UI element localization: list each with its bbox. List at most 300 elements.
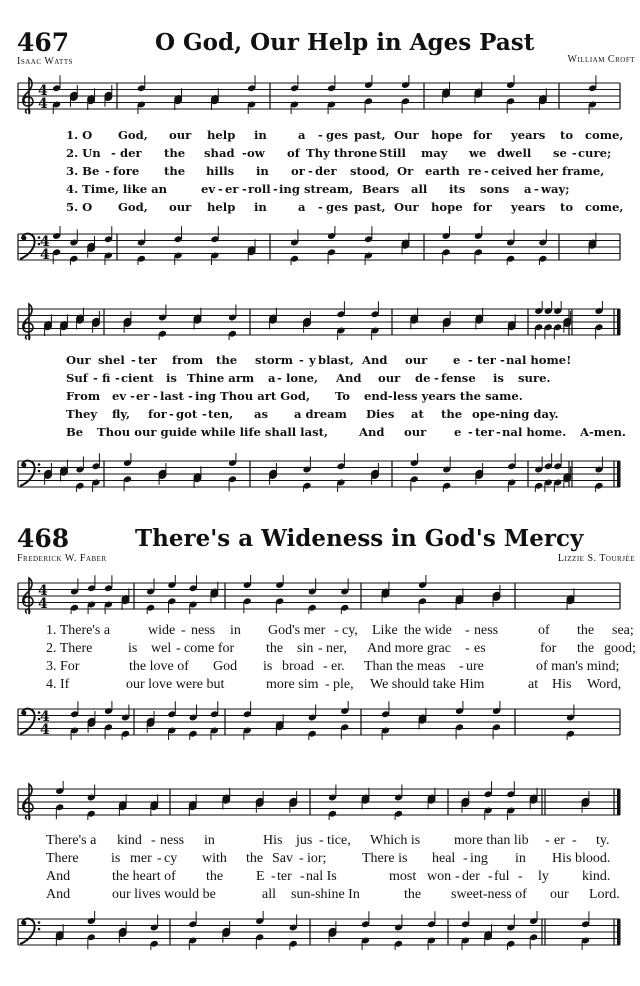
staff-svg xyxy=(0,781,640,821)
lyric-syllable: our xyxy=(404,425,427,439)
lyric-syllable: - xyxy=(500,353,505,367)
lyric-syllable: ner, xyxy=(326,641,347,656)
lyric-syllable: - xyxy=(188,389,193,403)
lyric-syllable: - xyxy=(319,833,324,848)
lyric-syllable: They xyxy=(66,407,98,421)
lyric-syllable: ior; xyxy=(307,851,327,866)
bass-clef-icon xyxy=(22,711,27,716)
hymn-title: There's a Wideness in God's Mercy xyxy=(135,525,584,552)
lyric-syllable: der xyxy=(120,146,142,160)
time-signature: 4 xyxy=(38,583,48,599)
lyric-syllable: - xyxy=(488,869,493,884)
lyric-syllable: E xyxy=(256,869,265,884)
verse-line xyxy=(0,352,640,369)
lyric-syllable: in xyxy=(204,833,215,848)
lyric-syllable: the xyxy=(206,869,224,884)
lyric-syllable: sun-shine In xyxy=(291,887,360,902)
verse-line xyxy=(0,658,640,675)
lyric-syllable: hills xyxy=(206,164,235,178)
lyric-syllable: of man's mind; xyxy=(536,659,620,674)
time-signature: 4 xyxy=(40,247,50,263)
lyric-syllable: all xyxy=(411,182,428,196)
lyric-syllable: There is xyxy=(362,851,408,866)
lyric-syllable: ple, xyxy=(333,677,354,692)
lyric-syllable: - xyxy=(271,869,276,884)
lyric-syllable: mer xyxy=(130,851,152,866)
lyric-syllable: ten, xyxy=(208,407,234,421)
lyric-syllable: wide xyxy=(148,623,176,638)
lyric-syllable: - xyxy=(518,869,523,884)
lyric-syllable: - xyxy=(105,164,110,178)
lyric-syllable: - xyxy=(468,353,473,367)
final-barline xyxy=(617,919,621,945)
lyric-syllable: ter xyxy=(475,425,494,439)
lyric-syllable: good; xyxy=(604,641,636,656)
lyric-syllable: for xyxy=(473,200,492,214)
lyric-syllable: come for xyxy=(184,641,235,656)
hymn-number: 467 xyxy=(17,28,70,57)
lyric-syllable: as xyxy=(254,407,269,421)
lyric-syllable: is xyxy=(493,371,504,385)
lyric-syllable: at xyxy=(411,407,424,421)
time-signature: 4 xyxy=(38,83,48,99)
lyric-syllable: - xyxy=(323,659,328,674)
lyric-syllable: - xyxy=(465,641,470,656)
lyric-syllable: Thou our guide while life shall last, xyxy=(97,425,329,439)
lyric-syllable: ing stream, xyxy=(279,182,354,196)
lyric-syllable: ly xyxy=(538,869,549,884)
lyric-syllable: of xyxy=(287,146,300,160)
verse-line xyxy=(0,868,640,885)
lyric-syllable: a xyxy=(268,371,276,385)
lyric-syllable: to xyxy=(560,128,574,142)
lyric-syllable: cient xyxy=(121,371,154,385)
lyric-syllable: - xyxy=(300,869,305,884)
lyric-syllable: - xyxy=(465,623,470,638)
lyric-syllable: Still xyxy=(379,146,406,160)
lyric-syllable: - xyxy=(308,164,313,178)
lyric-syllable: er xyxy=(136,389,150,403)
final-barline xyxy=(617,461,621,487)
lyric-syllable: - xyxy=(277,371,282,385)
lyric-syllable: the xyxy=(164,146,186,160)
lyric-syllable: 4. Time, like an xyxy=(66,182,168,196)
lyric-syllable: - xyxy=(153,389,158,403)
bass-clef-icon xyxy=(22,921,27,926)
lyric-syllable: roll xyxy=(248,182,271,196)
lyric-syllable: - xyxy=(157,851,162,866)
lyric-syllable: We should take Him xyxy=(370,677,485,692)
lyric-syllable: our xyxy=(378,371,401,385)
lyric-syllable: Which is xyxy=(370,833,421,848)
lyric-syllable: tice, xyxy=(327,833,351,848)
verse-line xyxy=(0,886,640,903)
verse-line xyxy=(0,832,640,849)
lyric-syllable: all xyxy=(262,887,276,902)
lyric-syllable: the love of xyxy=(129,659,189,674)
lyric-syllable: Than the meas xyxy=(364,659,446,674)
lyric-syllable: come, xyxy=(585,128,624,142)
lyric-syllable: God's mer xyxy=(268,623,326,638)
lyric-syllable: may xyxy=(421,146,448,160)
lyric-syllable: Sav xyxy=(272,851,293,866)
staff-svg xyxy=(0,75,640,115)
lyric-syllable: hope xyxy=(431,200,463,214)
lyric-syllable: fi xyxy=(102,371,111,385)
lyric-syllable: fore xyxy=(113,164,140,178)
lyric-syllable: ness xyxy=(160,833,185,848)
lyric-syllable: the wide xyxy=(404,623,452,638)
lyric-syllable: der xyxy=(315,164,337,178)
lyric-syllable: its xyxy=(449,182,466,196)
lyric-syllable: storm xyxy=(255,353,293,367)
lyric-syllable: Or xyxy=(397,164,414,178)
lyric-syllable: - xyxy=(131,353,136,367)
lyric-syllable: There xyxy=(46,851,79,866)
lyric-syllable: - xyxy=(273,182,278,196)
lyric-syllable: - xyxy=(318,200,323,214)
lyric-syllable: our love were but xyxy=(126,677,225,692)
lyric-syllable: the xyxy=(266,641,284,656)
lyric-syllable: - xyxy=(455,869,460,884)
lyric-syllable: wel xyxy=(151,641,172,656)
lyric-syllable: blast, xyxy=(318,353,354,367)
lyric-syllable: And xyxy=(362,353,388,367)
lyric-syllable: at xyxy=(528,677,539,692)
verse-line xyxy=(0,163,640,180)
verse-line xyxy=(0,406,640,423)
lyric-syllable: sweet-ness of xyxy=(451,887,527,902)
hymn-number: 468 xyxy=(17,524,70,553)
lyric-syllable: Suf xyxy=(66,371,88,385)
lyric-syllable: Dies xyxy=(366,407,395,421)
lyric-syllable: to xyxy=(560,200,574,214)
lyric-syllable: God, xyxy=(118,128,148,142)
lyric-syllable: - xyxy=(93,371,98,385)
lyric-syllable: stood, xyxy=(350,164,390,178)
staff-svg xyxy=(0,301,640,341)
lyric-syllable: with xyxy=(202,851,227,866)
lyric-syllable: - xyxy=(572,146,577,160)
verse-line xyxy=(0,199,640,216)
lyric-syllable: re xyxy=(468,164,482,178)
lyric-syllable: - xyxy=(299,353,304,367)
time-signature: 4 xyxy=(40,709,50,725)
lyric-syllable: nal home. xyxy=(502,425,567,439)
lyric-syllable: ter xyxy=(477,353,496,367)
lyric-syllable: help xyxy=(207,128,236,142)
lyric-syllable: help xyxy=(207,200,236,214)
lyric-syllable: the xyxy=(577,641,595,656)
time-signature: 4 xyxy=(38,596,48,612)
lyric-syllable: - xyxy=(202,407,207,421)
lyric-syllable: from xyxy=(172,353,204,367)
clef-dot xyxy=(38,921,41,924)
lyric-syllable: - xyxy=(463,851,468,866)
lyric-syllable: Our xyxy=(394,128,419,142)
lyric-syllable: for xyxy=(148,407,167,421)
lyric-syllable: is xyxy=(128,641,138,656)
final-barline xyxy=(617,309,621,335)
lyric-syllable: Our xyxy=(66,353,91,367)
lyric-syllable: is xyxy=(263,659,273,674)
lyric-syllable: 3. Be xyxy=(66,164,100,178)
lyric-syllable: e xyxy=(454,425,462,439)
lyric-syllable: - xyxy=(242,182,247,196)
lyric-syllable: our xyxy=(405,353,428,367)
lyric-syllable: nal Is xyxy=(306,869,337,884)
verse-line xyxy=(0,145,640,162)
clef-dot xyxy=(38,470,41,473)
lyric-syllable: ness xyxy=(474,623,499,638)
lyric-syllable: ceived her frame, xyxy=(491,164,605,178)
lyric-syllable: or xyxy=(291,164,305,178)
lyric-syllable: we xyxy=(469,146,487,160)
lyric-syllable: ev xyxy=(112,389,127,403)
lyric-syllable: 1. There's a xyxy=(46,623,111,638)
lyric-syllable: - xyxy=(325,677,330,692)
lyric-syllable: Like xyxy=(372,623,398,638)
lyric-syllable: years xyxy=(511,128,546,142)
lyric-syllable: sure. xyxy=(518,371,551,385)
lyric-syllable: the xyxy=(216,353,238,367)
lyric-syllable: - xyxy=(169,407,174,421)
lyric-syllable: won xyxy=(427,869,452,884)
lyric-syllable: y xyxy=(309,353,316,367)
lyric-syllable: more than lib xyxy=(454,833,529,848)
bass-clef-icon xyxy=(22,236,27,241)
time-signature: 4 xyxy=(40,234,50,250)
lyric-syllable: - xyxy=(334,623,339,638)
staff-svg xyxy=(0,226,640,266)
verse-line xyxy=(0,370,640,387)
lyric-syllable: for xyxy=(473,128,492,142)
staff-svg xyxy=(0,911,640,951)
lyric-syllable: ges xyxy=(326,128,349,142)
lyric-syllable: There's a xyxy=(46,833,97,848)
lyric-syllable: ev xyxy=(201,182,216,196)
lyric-syllable: - xyxy=(151,833,156,848)
lyric-syllable: 5. O xyxy=(66,200,93,214)
verse-line xyxy=(0,850,640,867)
staff-468-2-treble xyxy=(0,781,640,821)
lyric-syllable: And xyxy=(46,887,71,902)
lyric-syllable: de xyxy=(415,371,431,385)
staff-svg xyxy=(0,453,640,493)
lyric-syllable: ure xyxy=(466,659,484,674)
lyric-syllable: - xyxy=(181,623,186,638)
lyric-syllable: the xyxy=(577,623,595,638)
verse-line xyxy=(0,181,640,198)
staff-467-2-bass xyxy=(0,453,640,493)
lyric-syllable: in xyxy=(256,164,269,178)
lyric-syllable: - xyxy=(484,164,489,178)
lyric-syllable: the xyxy=(164,164,186,178)
final-barline xyxy=(617,789,621,815)
lyric-syllable: Be xyxy=(66,425,84,439)
lyric-syllable: - xyxy=(434,371,439,385)
lyric-syllable: hope xyxy=(431,128,463,142)
lyric-syllable: last xyxy=(160,389,184,403)
lyric-syllable: - xyxy=(176,641,181,656)
lyric-syllable: er xyxy=(225,182,239,196)
lyric-syllable: earth xyxy=(425,164,460,178)
verse-line xyxy=(0,388,640,405)
lyric-syllable: come, xyxy=(585,200,624,214)
lyric-syllable: shad xyxy=(204,146,235,160)
lyric-syllable: in xyxy=(254,200,267,214)
lyric-syllable: His xyxy=(263,833,283,848)
lyric-syllable: a xyxy=(298,200,306,214)
lyric-syllable: Bears xyxy=(362,182,400,196)
lyric-syllable: His blood. xyxy=(552,851,611,866)
lyric-syllable: ing xyxy=(470,851,488,866)
clef-dot xyxy=(38,928,41,931)
lyric-syllable: a dream xyxy=(294,407,347,421)
lyric-syllable: ing Thou art God, xyxy=(195,389,311,403)
lyric-syllable: our xyxy=(169,200,192,214)
lyric-syllable: God xyxy=(213,659,238,674)
lyric-syllable: sons xyxy=(480,182,510,196)
lyric-syllable: kind xyxy=(117,833,142,848)
lyric-syllable: ful xyxy=(494,869,510,884)
lyric-syllable: the xyxy=(246,851,264,866)
lyric-syllable: - xyxy=(545,833,550,848)
lyric-syllable: - xyxy=(218,182,223,196)
verse-line xyxy=(0,424,640,441)
lyric-syllable: - xyxy=(572,833,577,848)
lyric-syllable: sea; xyxy=(612,623,634,638)
lyric-syllable: fly, xyxy=(112,407,131,421)
lyric-syllable: most xyxy=(389,869,417,884)
lyric-syllable: lone, xyxy=(286,371,318,385)
lyric-syllable: e xyxy=(453,353,461,367)
clef-dot xyxy=(38,463,41,466)
verse-line xyxy=(0,640,640,657)
lyric-syllable: in xyxy=(515,851,526,866)
lyric-syllable: cure; xyxy=(578,146,612,160)
lyric-syllable: Thy throne xyxy=(306,146,378,160)
verse-line xyxy=(0,622,640,639)
staff-468-1-treble xyxy=(0,575,640,615)
hymn-composer: William Croft xyxy=(567,54,635,65)
lyric-syllable: 2. Un xyxy=(66,146,101,160)
lyric-syllable: Thine arm xyxy=(187,371,255,385)
bass-clef-icon xyxy=(22,463,27,468)
lyric-syllable: - xyxy=(318,641,323,656)
lyric-syllable: 2. There xyxy=(46,641,93,656)
time-signature: 4 xyxy=(38,96,48,112)
lyric-syllable: a xyxy=(524,182,532,196)
staff-468-2-bass xyxy=(0,911,640,951)
staff-svg xyxy=(0,575,640,615)
lyric-syllable: more sim xyxy=(266,677,319,692)
lyric-syllable: - xyxy=(468,425,473,439)
lyric-syllable: past, xyxy=(354,200,386,214)
lyric-syllable: Word, xyxy=(587,677,622,692)
lyric-syllable: And xyxy=(359,425,385,439)
lyric-syllable: der xyxy=(462,869,480,884)
lyric-syllable: in xyxy=(254,128,267,142)
lyric-syllable: is xyxy=(166,371,177,385)
lyric-syllable: er xyxy=(554,833,565,848)
lyric-syllable: kind. xyxy=(582,869,611,884)
lyric-syllable: heal xyxy=(432,851,456,866)
lyric-syllable: broad xyxy=(282,659,314,674)
hymn-author: Frederick W. Faber xyxy=(17,553,107,564)
lyric-syllable: our lives would be xyxy=(112,887,216,902)
staff-svg xyxy=(0,701,640,741)
lyric-syllable: se xyxy=(553,146,567,160)
lyric-syllable: is xyxy=(111,851,121,866)
lyric-syllable: dwell xyxy=(497,146,532,160)
lyric-syllable: years xyxy=(511,200,546,214)
lyric-syllable: the heart of xyxy=(112,869,176,884)
staff-467-1-bass xyxy=(0,226,640,266)
lyric-syllable: fense xyxy=(441,371,476,385)
lyric-syllable: jus xyxy=(296,833,313,848)
lyric-syllable: Our xyxy=(394,200,419,214)
staff-467-1-treble xyxy=(0,75,640,115)
lyric-syllable: - xyxy=(459,659,464,674)
lyric-syllable: of xyxy=(538,623,550,638)
lyric-syllable: To xyxy=(335,389,351,403)
lyric-syllable: nal home! xyxy=(506,353,572,367)
lyric-syllable: 3. For xyxy=(46,659,80,674)
lyric-syllable: ty. xyxy=(596,833,610,848)
lyric-syllable: A-men. xyxy=(580,425,626,439)
verse-line xyxy=(0,676,640,693)
verse-line xyxy=(0,127,640,144)
lyric-syllable: past, xyxy=(354,128,386,142)
lyric-syllable: sin xyxy=(297,641,314,656)
lyric-syllable: ope-ning day. xyxy=(472,407,559,421)
lyric-syllable: And xyxy=(46,869,71,884)
lyric-syllable: - xyxy=(318,128,323,142)
lyric-syllable: way; xyxy=(541,182,570,196)
lyric-syllable: And more grac xyxy=(367,641,451,656)
lyric-syllable: our xyxy=(550,887,569,902)
lyric-syllable: - xyxy=(242,146,247,160)
lyric-syllable: for xyxy=(540,641,557,656)
lyric-syllable: ness xyxy=(191,623,216,638)
lyric-syllable: - xyxy=(111,146,116,160)
hymn-title: O God, Our Help in Ages Past xyxy=(155,29,535,56)
lyric-syllable: the xyxy=(404,887,422,902)
lyric-syllable: es xyxy=(474,641,486,656)
lyric-syllable: in xyxy=(230,623,241,638)
lyric-syllable: - xyxy=(496,425,501,439)
lyric-syllable: His xyxy=(552,677,572,692)
lyric-syllable: ter xyxy=(277,869,292,884)
lyric-syllable: And xyxy=(336,371,362,385)
lyric-syllable: cy xyxy=(164,851,178,866)
lyric-syllable: got xyxy=(176,407,198,421)
lyric-syllable: 4. If xyxy=(46,677,70,692)
hymn-author: Isaac Watts xyxy=(17,56,73,67)
lyric-syllable: Lord. xyxy=(589,887,620,902)
staff-468-1-bass xyxy=(0,701,640,741)
lyric-syllable: the xyxy=(441,407,463,421)
lyric-syllable: - xyxy=(534,182,539,196)
lyric-syllable: cy, xyxy=(342,623,358,638)
lyric-syllable: ow xyxy=(247,146,265,160)
lyric-syllable: God, xyxy=(118,200,148,214)
lyric-syllable: 1. O xyxy=(66,128,93,142)
time-signature: 4 xyxy=(40,722,50,738)
lyric-syllable: a xyxy=(298,128,306,142)
lyric-syllable: - xyxy=(130,389,135,403)
